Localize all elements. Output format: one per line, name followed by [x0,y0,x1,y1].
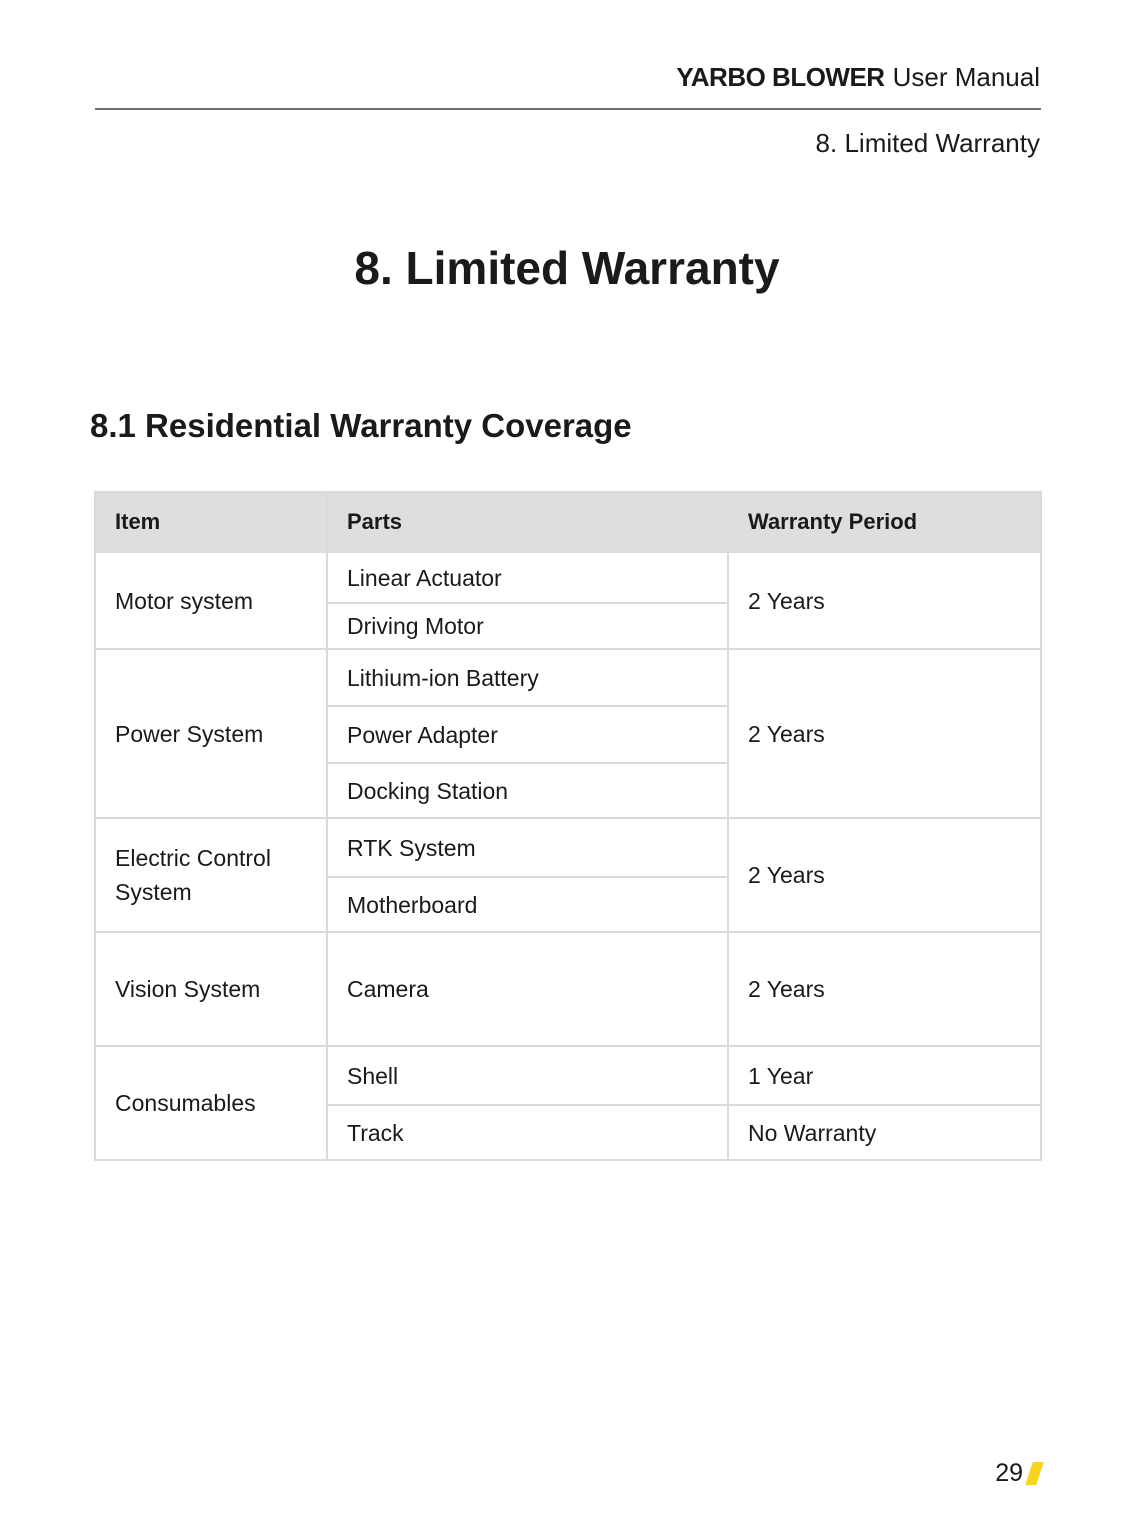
part-cell: Driving Motor [327,603,728,649]
part-cell: Camera [327,932,728,1046]
item-cell: Motor system [95,552,327,649]
table-header-row [95,492,1041,552]
period-cell: 1 Year [728,1046,1041,1105]
item-cell: Consumables [95,1046,327,1160]
running-header [676,60,1040,94]
chapter-title: 8. Limited Warranty [354,242,780,294]
table-row [95,649,1041,706]
table-row [95,818,1041,877]
table-row [95,552,1041,603]
part-cell: Lithium-ion Battery [327,649,728,706]
part-cell: Shell [327,1046,728,1105]
warranty-table [94,491,1042,1161]
part-cell: Docking Station [327,763,728,818]
item-cell: Power System [95,649,327,818]
item-cell: Electric Control System [95,818,327,932]
part-cell: RTK System [327,818,728,877]
brand-name: YARBO BLOWER [676,62,885,92]
period-cell: 2 Years [728,932,1041,1046]
page-accent-mark [1025,1462,1043,1485]
manual-label: User Manual [892,62,1040,92]
column-header-period: Warranty Period [728,492,1041,552]
header-divider [95,108,1041,110]
part-cell: Track [327,1105,728,1160]
column-header-item: Item [95,492,327,552]
section-breadcrumb: 8. Limited Warranty [815,128,1040,158]
part-cell: Motherboard [327,877,728,932]
table-row [95,932,1041,1046]
period-cell: No Warranty [728,1105,1041,1160]
page-number: 29 [995,1459,1023,1487]
page-footer [995,1456,1040,1490]
period-cell: 2 Years [728,552,1041,649]
part-cell: Linear Actuator [327,552,728,603]
period-cell: 2 Years [728,649,1041,818]
subsection-title: 8.1 Residential Warranty Coverage [90,407,632,444]
period-cell: 2 Years [728,818,1041,932]
item-cell: Vision System [95,932,327,1046]
table-row [95,1046,1041,1105]
column-header-parts: Parts [327,492,728,552]
part-cell: Power Adapter [327,706,728,763]
